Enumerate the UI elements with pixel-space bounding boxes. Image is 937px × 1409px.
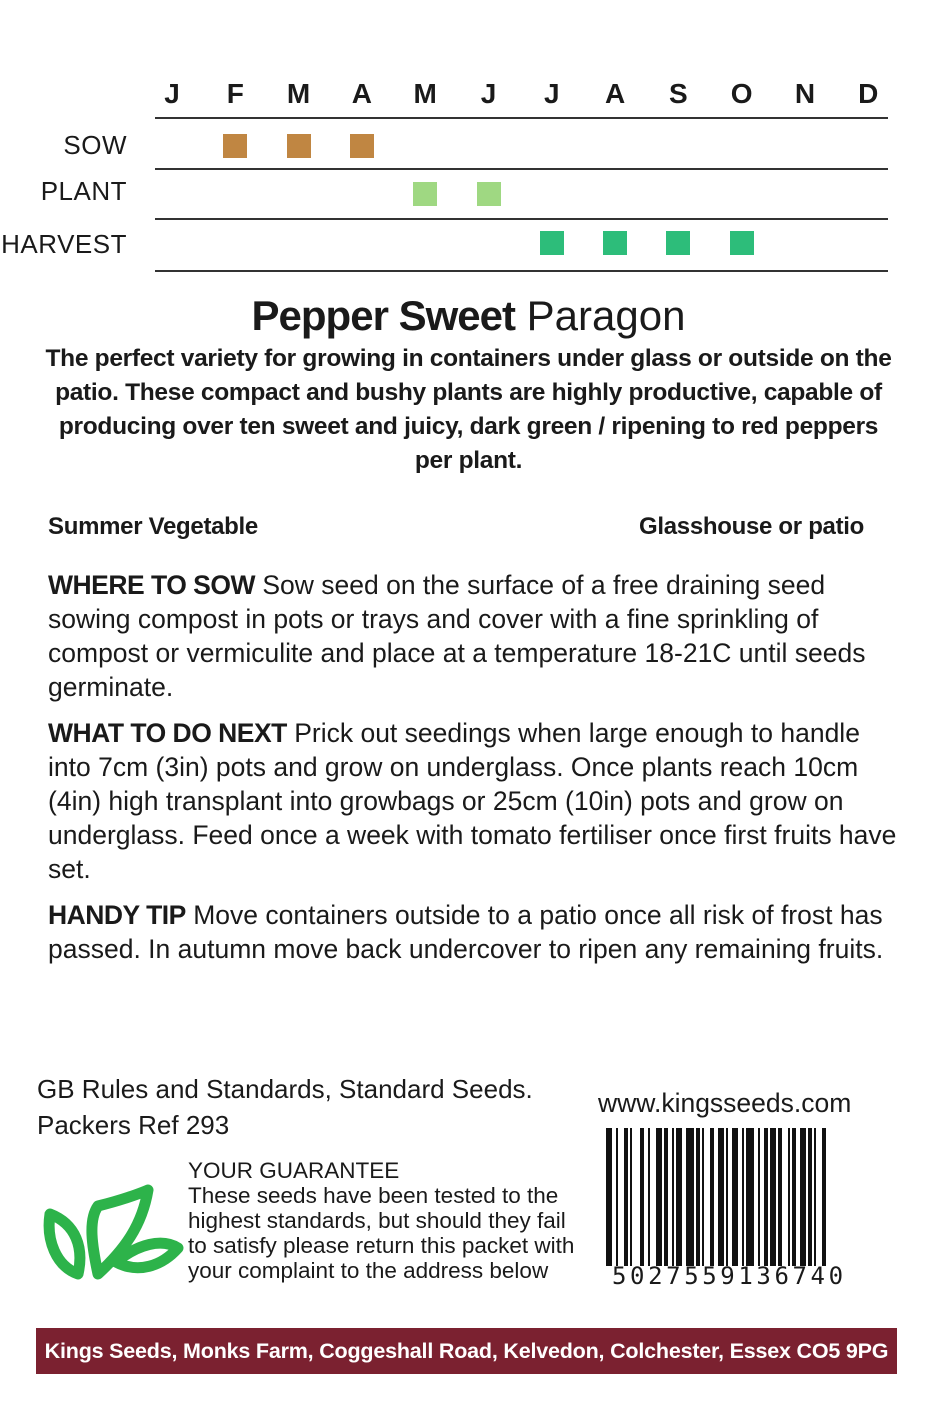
barcode-bar: [676, 1128, 682, 1266]
barcode-bar: [814, 1128, 816, 1266]
harvest-month-mark: [666, 231, 690, 255]
sow-month-mark: [350, 134, 374, 158]
divider-line: [155, 168, 888, 170]
packers-ref: Packers Ref 293: [37, 1110, 230, 1140]
where-to-sow-text: Sow seed on the surface of a free draining seed sowing compost in pots or trays and cover with a fine sprinkling of compost or vermiculite and place at a temperature 18-21C until seeds germinate.: [48, 570, 866, 702]
row-label-plant: PLANT: [40, 176, 127, 206]
barcode-bar: [742, 1128, 744, 1266]
barcode-bar: [656, 1128, 662, 1266]
barcode-bar: [732, 1128, 738, 1266]
where-to-sow-paragraph: [48, 568, 898, 704]
barcode-icon: [604, 1128, 878, 1266]
barcode-bar: [624, 1128, 628, 1266]
month-label: N: [794, 78, 816, 109]
barcode-bar: [764, 1128, 768, 1266]
rules-line: GB Rules and Standards, Standard Seeds.: [37, 1074, 533, 1104]
handy-tip-paragraph: [48, 898, 898, 966]
barcode-bar: [746, 1128, 754, 1266]
website-url[interactable]: www.kingsseeds.com: [598, 1088, 852, 1118]
barcode-bar: [702, 1128, 704, 1266]
barcode-bar: [800, 1128, 806, 1266]
month-label: J: [480, 78, 497, 109]
barcode-bar: [770, 1128, 776, 1266]
plant-month-mark: [413, 182, 437, 206]
divider-line: [155, 270, 888, 272]
barcode-bar: [606, 1128, 612, 1266]
month-label: M: [413, 78, 437, 109]
sow-month-mark: [223, 134, 247, 158]
barcode-bar: [778, 1128, 782, 1266]
what-to-do-next-text: Prick out seedings when large enough to handle into 7cm (3in) pots and grow on underglass. Once plants reach 10cm (4in) high transplant into growbags or 25cm (10in) pots and grow on underglass. Feed once a week with tomato fertiliser once first fruits have set.: [48, 718, 897, 884]
month-label: D: [858, 78, 879, 109]
barcode-bar: [808, 1128, 812, 1266]
what-to-do-next-paragraph: [48, 716, 898, 886]
month-label: O: [730, 78, 753, 109]
month-label: J: [544, 78, 560, 109]
what-to-do-next-heading: WHAT TO DO NEXT: [48, 718, 287, 748]
divider-line: [155, 218, 888, 220]
barcode-bar: [648, 1128, 650, 1266]
barcode-bar: [710, 1128, 714, 1266]
product-description: The perfect variety for growing in containers under glass or outside on the patio. These compact and bushy plants are highly productive, capable of producing over ten sweet and juicy, dark green / ripening to red peppers per plant.: [45, 345, 892, 474]
handy-tip-text: Move containers outside to a patio once all risk of frost has passed. In autumn move back undercover to ripen any remaining fruits.: [48, 900, 884, 964]
month-label: M: [286, 78, 311, 109]
row-label-sow: SOW: [63, 130, 127, 160]
guarantee-text: These seeds have been tested to the highest standards, but should they fail to satisfy please return this packet with your complaint to the address below: [188, 1183, 575, 1283]
barcode-number: 5027559136740: [612, 1262, 847, 1290]
harvest-month-mark: [540, 231, 564, 255]
title-variety-type: Pepper Sweet: [251, 292, 515, 339]
category-label: Summer Vegetable: [48, 513, 258, 540]
barcode-bar: [616, 1128, 618, 1266]
divider-line: [155, 117, 888, 119]
barcode-bar: [664, 1128, 668, 1266]
product-title: [0, 292, 937, 340]
handy-tip-heading: HANDY TIP: [48, 900, 186, 930]
guarantee-heading: YOUR GUARANTEE: [188, 1158, 400, 1183]
barcode-bar: [792, 1128, 796, 1266]
plant-month-mark: [477, 182, 501, 206]
where-to-sow-heading: WHERE TO SOW: [48, 570, 255, 600]
guarantee-block: [188, 1158, 578, 1283]
address-bar: Kings Seeds, Monks Farm, Coggeshall Road, Kelvedon, Colchester, Essex CO5 9PG: [36, 1328, 897, 1374]
month-label: A: [351, 78, 372, 109]
harvest-month-mark: [603, 231, 627, 255]
month-label: F: [226, 78, 244, 109]
month-label: A: [604, 78, 626, 109]
barcode-bar: [718, 1128, 724, 1266]
barcode-bar: [696, 1128, 700, 1266]
barcode-bar: [640, 1128, 644, 1266]
harvest-month-mark: [730, 231, 754, 255]
barcode-bar: [672, 1128, 674, 1266]
month-label: J: [164, 78, 180, 109]
barcode-bar: [788, 1128, 790, 1266]
barcode-bar: [822, 1128, 826, 1266]
barcode-bar: [726, 1128, 728, 1266]
title-variety-name: Paragon: [526, 292, 686, 339]
standards-note: [37, 1071, 533, 1143]
barcode-bar: [686, 1128, 694, 1266]
barcode-bar: [758, 1128, 760, 1266]
barcode-bar: [630, 1128, 632, 1266]
location-label: Glasshouse or patio: [639, 513, 865, 540]
month-label: S: [669, 78, 688, 109]
leaf-logo-icon: [38, 1180, 188, 1280]
sow-month-mark: [287, 134, 311, 158]
row-label-harvest: HARVEST: [1, 229, 127, 259]
